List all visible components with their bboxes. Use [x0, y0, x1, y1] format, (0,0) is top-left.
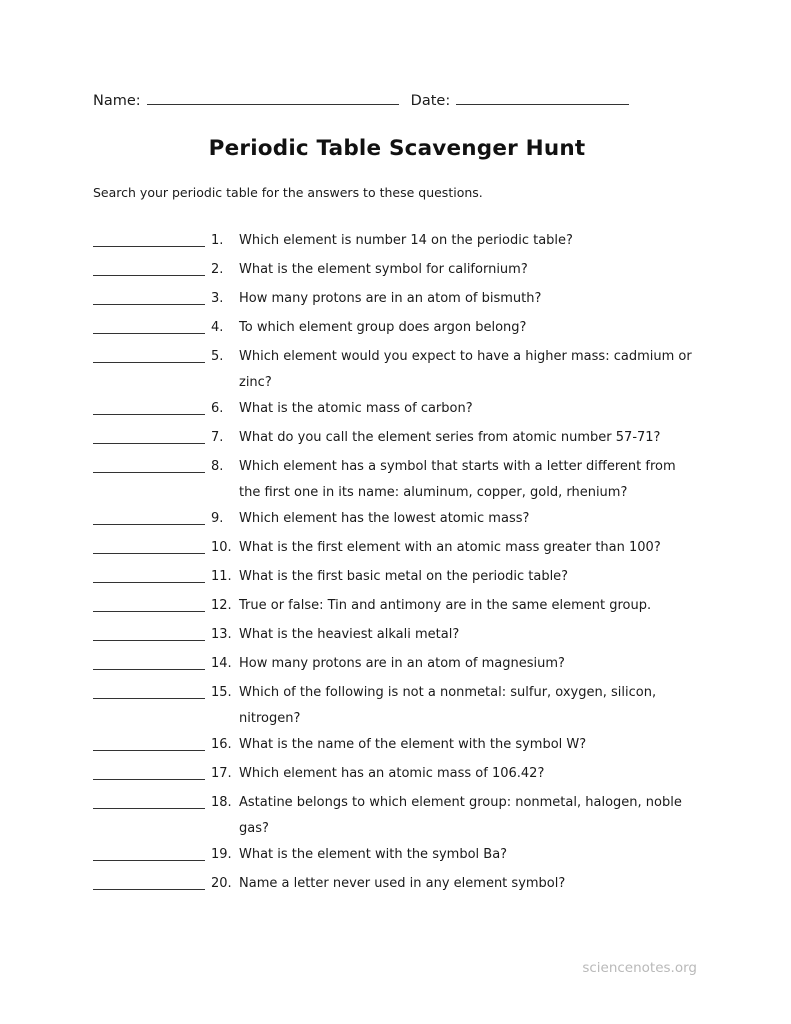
answer-blank-line — [93, 593, 205, 612]
question-row — [93, 396, 701, 425]
question-number: 2. — [211, 262, 224, 277]
question-row — [93, 425, 701, 454]
answer-blank-line — [93, 257, 205, 276]
question-number: 20. — [211, 876, 232, 891]
question-text: Which element has the lowest atomic mass? — [239, 511, 530, 526]
question-text: How many protons are in an atom of magnesium? — [239, 656, 565, 671]
question-row — [93, 593, 701, 622]
answer-blank-line — [93, 732, 205, 751]
question-number: 11. — [211, 569, 232, 584]
question-text: Which element would you expect to have a higher mass: cadmium or zinc? — [239, 349, 692, 390]
answer-blank-line — [93, 651, 205, 670]
question-text: What is the first element with an atomic mass greater than 100? — [239, 540, 661, 555]
answer-blank-line — [93, 344, 205, 363]
question-row — [93, 257, 701, 286]
question-list — [93, 228, 701, 900]
question-row — [93, 506, 701, 535]
question-row — [93, 790, 701, 842]
name-date-row — [93, 92, 701, 110]
question-number: 13. — [211, 627, 232, 642]
question-text: True or false: Tin and antimony are in the same element group. — [239, 598, 652, 613]
question-row — [93, 680, 701, 732]
question-row — [93, 535, 701, 564]
question-text: To which element group does argon belong? — [239, 320, 527, 335]
question-text: What is the first basic metal on the periodic table? — [239, 569, 569, 584]
question-number: 7. — [211, 430, 224, 445]
question-number: 18. — [211, 795, 232, 810]
question-row — [93, 228, 701, 257]
answer-blank-line — [93, 871, 205, 890]
question-row — [93, 651, 701, 680]
question-number: 17. — [211, 766, 232, 781]
date-blank-line — [456, 92, 629, 105]
question-text: Which element has an atomic mass of 106.42? — [239, 766, 545, 781]
answer-blank-line — [93, 228, 205, 247]
question-row — [93, 622, 701, 651]
answer-blank-line — [93, 761, 205, 780]
answer-blank-line — [93, 535, 205, 554]
question-number: 15. — [211, 685, 232, 700]
question-text: Which of the following is not a nonmetal: sulfur, oxygen, silicon, nitrogen? — [239, 685, 657, 726]
question-row — [93, 842, 701, 871]
question-row — [93, 564, 701, 593]
question-row — [93, 871, 701, 900]
question-text: Astatine belongs to which element group: nonmetal, halogen, noble gas? — [239, 795, 682, 836]
intro-text: Search your periodic table for the answers to these questions. — [93, 185, 483, 200]
question-number: 19. — [211, 847, 232, 862]
answer-blank-line — [93, 286, 205, 305]
question-number: 10. — [211, 540, 232, 555]
answer-blank-line — [93, 315, 205, 334]
answer-blank-line — [93, 790, 205, 809]
answer-blank-line — [93, 454, 205, 473]
question-row — [93, 732, 701, 761]
question-row — [93, 454, 701, 506]
question-row — [93, 761, 701, 790]
question-text: Which element has a symbol that starts with a letter different from the first one in its name: aluminum, copper, gold, rhenium? — [239, 459, 676, 500]
date-label: Date: — [410, 93, 451, 109]
question-number: 5. — [211, 349, 224, 364]
answer-blank-line — [93, 842, 205, 861]
question-text: What is the name of the element with the symbol W? — [239, 737, 587, 752]
answer-blank-line — [93, 425, 205, 444]
name-label: Name: — [93, 93, 141, 109]
answer-blank-line — [93, 396, 205, 415]
question-row — [93, 286, 701, 315]
answer-blank-line — [93, 680, 205, 699]
name-blank-line — [147, 92, 399, 105]
question-number: 4. — [211, 320, 224, 335]
footer-credit: sciencenotes.org — [582, 960, 697, 976]
question-number: 16. — [211, 737, 232, 752]
answer-blank-line — [93, 622, 205, 641]
question-text: Which element is number 14 on the periodic table? — [239, 233, 573, 248]
answer-blank-line — [93, 564, 205, 583]
question-text: What is the element with the symbol Ba? — [239, 847, 508, 862]
question-text: Name a letter never used in any element symbol? — [239, 876, 566, 891]
question-text: What is the heaviest alkali metal? — [239, 627, 460, 642]
question-number: 14. — [211, 656, 232, 671]
question-number: 3. — [211, 291, 224, 306]
question-row — [93, 315, 701, 344]
question-row — [93, 344, 701, 396]
question-number: 8. — [211, 459, 224, 474]
question-number: 1. — [211, 233, 224, 248]
question-text: What do you call the element series from atomic number 57-71? — [239, 430, 661, 445]
question-number: 6. — [211, 401, 224, 416]
question-text: What is the atomic mass of carbon? — [239, 401, 473, 416]
page-title: Periodic Table Scavenger Hunt — [208, 136, 586, 161]
question-text: What is the element symbol for californium? — [239, 262, 528, 277]
answer-blank-line — [93, 506, 205, 525]
question-number: 9. — [211, 511, 224, 526]
question-text: How many protons are in an atom of bismuth? — [239, 291, 542, 306]
question-number: 12. — [211, 598, 232, 613]
